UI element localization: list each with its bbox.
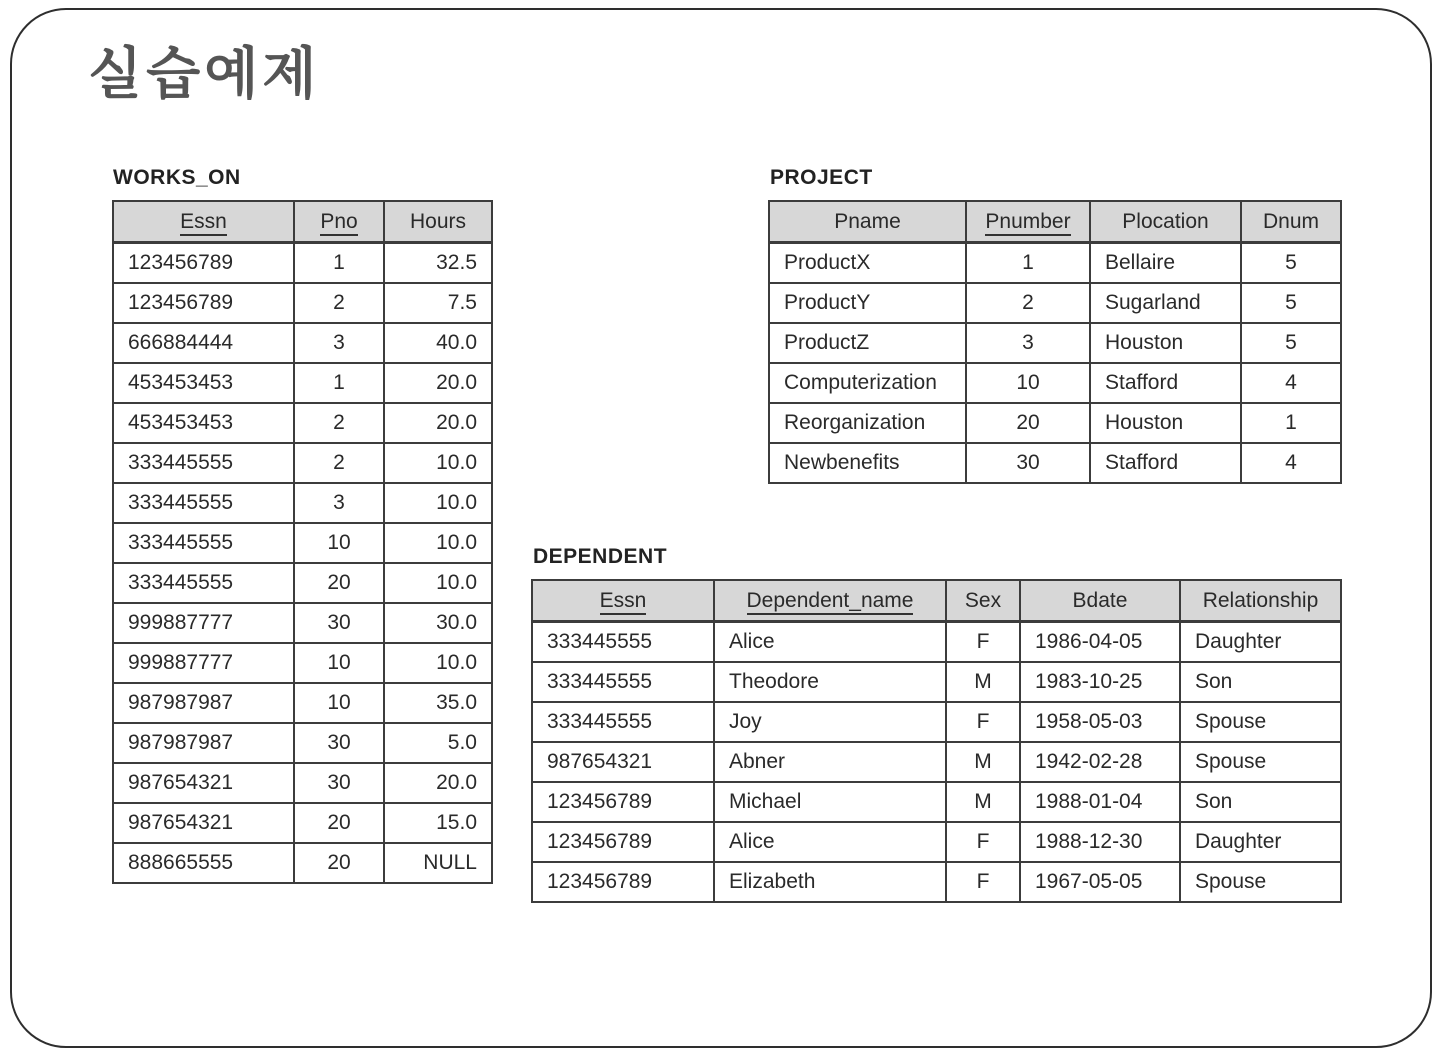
table-cell: 987654321: [113, 803, 294, 843]
table-row: [113, 323, 492, 363]
table-cell: 453453453: [113, 363, 294, 403]
table-cell: 5: [1241, 243, 1341, 284]
project-table: [768, 200, 1342, 484]
column-header: [966, 201, 1090, 243]
table-row: [532, 742, 1341, 782]
column-header-label: Pname: [834, 209, 901, 233]
table-cell: 333445555: [113, 443, 294, 483]
table-row: [113, 363, 492, 403]
table-cell: 1983-10-25: [1020, 662, 1180, 702]
table-cell: 1988-12-30: [1020, 822, 1180, 862]
table-cell: Sugarland: [1090, 283, 1241, 323]
table-cell: 333445555: [113, 523, 294, 563]
table-cell: 10.0: [384, 483, 492, 523]
column-header-label: Sex: [964, 588, 1002, 612]
table-cell: Newbenefits: [769, 443, 966, 483]
table-cell: 123456789: [113, 283, 294, 323]
table-cell: 5.0: [384, 723, 492, 763]
table-cell: 35.0: [384, 683, 492, 723]
table-cell: 999887777: [113, 603, 294, 643]
table-cell: Son: [1180, 782, 1341, 822]
table-cell: Bellaire: [1090, 243, 1241, 284]
column-header: [769, 201, 966, 243]
table-cell: ProductY: [769, 283, 966, 323]
table-cell: Houston: [1090, 323, 1241, 363]
column-header-label: Dependent_name: [747, 589, 914, 615]
table-cell: 10.0: [384, 643, 492, 683]
table-cell: Spouse: [1180, 742, 1341, 782]
table-cell: Theodore: [714, 662, 946, 702]
table-cell: F: [946, 822, 1020, 862]
table-row: [113, 843, 492, 883]
table-cell: 10: [294, 643, 384, 683]
table-cell: 4: [1241, 443, 1341, 483]
table-cell: 333445555: [532, 662, 714, 702]
table-row: [769, 403, 1341, 443]
table-header-row: [769, 201, 1341, 243]
column-header-label: Plocation: [1122, 209, 1209, 233]
table-row: [769, 283, 1341, 323]
table-cell: 333445555: [532, 622, 714, 663]
table-cell: 2: [294, 283, 384, 323]
table-cell: 1967-05-05: [1020, 862, 1180, 902]
table-cell: 30: [294, 763, 384, 803]
table-cell: 3: [294, 323, 384, 363]
column-header: [946, 580, 1020, 622]
table-cell: 32.5: [384, 243, 492, 284]
table-cell: Elizabeth: [714, 862, 946, 902]
table-cell: 1986-04-05: [1020, 622, 1180, 663]
column-header-label: Pnumber: [985, 210, 1070, 236]
table-cell: Stafford: [1090, 363, 1241, 403]
table-cell: 30: [966, 443, 1090, 483]
table-row: [769, 243, 1341, 284]
table-cell: NULL: [384, 843, 492, 883]
table-cell: 1: [294, 363, 384, 403]
table-cell: 30: [294, 603, 384, 643]
table-row: [113, 643, 492, 683]
table-header-row: [532, 580, 1341, 622]
table-cell: 30: [294, 723, 384, 763]
column-header-label: Hours: [409, 209, 467, 233]
dependent-table-label: DEPENDENT: [533, 545, 668, 568]
table-cell: 1958-05-03: [1020, 702, 1180, 742]
table-cell: 2: [294, 403, 384, 443]
table-cell: Reorganization: [769, 403, 966, 443]
table-cell: 123456789: [113, 243, 294, 284]
table-row: [113, 563, 492, 603]
column-header: [113, 201, 294, 243]
table-row: [113, 243, 492, 284]
table-row: [113, 803, 492, 843]
column-header: [1241, 201, 1341, 243]
table-cell: Daughter: [1180, 822, 1341, 862]
column-header-label: Pno: [320, 210, 357, 236]
table-cell: Abner: [714, 742, 946, 782]
table-cell: 333445555: [113, 483, 294, 523]
table-cell: 20: [294, 803, 384, 843]
table-row: [532, 662, 1341, 702]
table-cell: Computerization: [769, 363, 966, 403]
table-cell: 10: [294, 683, 384, 723]
table-cell: 20: [294, 843, 384, 883]
table-cell: M: [946, 662, 1020, 702]
table-row: [113, 523, 492, 563]
table-cell: 1: [966, 243, 1090, 284]
table-cell: 987987987: [113, 723, 294, 763]
table-header-row: [113, 201, 492, 243]
column-header: [1180, 580, 1341, 622]
table-row: [769, 363, 1341, 403]
table-row: [769, 443, 1341, 483]
table-cell: Michael: [714, 782, 946, 822]
table-cell: M: [946, 782, 1020, 822]
table-cell: Joy: [714, 702, 946, 742]
table-cell: 987654321: [532, 742, 714, 782]
column-header-label: Essn: [600, 589, 647, 615]
table-cell: 30.0: [384, 603, 492, 643]
table-row: [532, 782, 1341, 822]
table-cell: 333445555: [532, 702, 714, 742]
table-cell: 4: [1241, 363, 1341, 403]
table-cell: 987987987: [113, 683, 294, 723]
table-cell: 7.5: [384, 283, 492, 323]
table-cell: 1: [1241, 403, 1341, 443]
table-row: [532, 862, 1341, 902]
table-cell: 987654321: [113, 763, 294, 803]
table-cell: 40.0: [384, 323, 492, 363]
project-table-label: PROJECT: [770, 166, 873, 189]
table-cell: 10: [966, 363, 1090, 403]
column-header: [1020, 580, 1180, 622]
column-header-label: Relationship: [1202, 588, 1319, 612]
column-header-label: Dnum: [1262, 209, 1320, 233]
table-cell: Daughter: [1180, 622, 1341, 663]
works-on-table-label: WORKS_ON: [113, 166, 241, 189]
table-cell: ProductX: [769, 243, 966, 284]
table-row: [532, 822, 1341, 862]
table-cell: F: [946, 702, 1020, 742]
table-cell: 20: [294, 563, 384, 603]
table-cell: 888665555: [113, 843, 294, 883]
table-cell: F: [946, 622, 1020, 663]
table-cell: 5: [1241, 283, 1341, 323]
column-header: [532, 580, 714, 622]
table-cell: 1: [294, 243, 384, 284]
table-cell: Alice: [714, 822, 946, 862]
table-row: [532, 702, 1341, 742]
table-cell: 2: [966, 283, 1090, 323]
table-row: [113, 483, 492, 523]
table-cell: 3: [294, 483, 384, 523]
table-cell: F: [946, 862, 1020, 902]
table-row: [532, 622, 1341, 663]
column-header: [294, 201, 384, 243]
table-cell: 10.0: [384, 563, 492, 603]
works-on-table: [112, 200, 493, 884]
column-header-label: Bdate: [1072, 588, 1128, 612]
table-cell: Son: [1180, 662, 1341, 702]
table-cell: 2: [294, 443, 384, 483]
table-cell: M: [946, 742, 1020, 782]
table-cell: Stafford: [1090, 443, 1241, 483]
table-cell: Alice: [714, 622, 946, 663]
table-row: [113, 403, 492, 443]
table-cell: 999887777: [113, 643, 294, 683]
table-cell: 3: [966, 323, 1090, 363]
table-cell: 666884444: [113, 323, 294, 363]
column-header: [714, 580, 946, 622]
table-cell: 123456789: [532, 822, 714, 862]
table-cell: 123456789: [532, 782, 714, 822]
table-cell: 15.0: [384, 803, 492, 843]
table-cell: 20: [966, 403, 1090, 443]
table-row: [113, 723, 492, 763]
table-row: [113, 683, 492, 723]
table-cell: Spouse: [1180, 862, 1341, 902]
table-cell: 1942-02-28: [1020, 742, 1180, 782]
table-cell: Houston: [1090, 403, 1241, 443]
table-row: [769, 323, 1341, 363]
table-row: [113, 603, 492, 643]
table-cell: 5: [1241, 323, 1341, 363]
table-row: [113, 443, 492, 483]
slide-title: 실습예제: [88, 42, 321, 107]
table-cell: 10: [294, 523, 384, 563]
table-cell: 20.0: [384, 763, 492, 803]
column-header: [384, 201, 492, 243]
table-row: [113, 283, 492, 323]
table-cell: 20.0: [384, 403, 492, 443]
dependent-table: [531, 579, 1342, 903]
table-cell: 20.0: [384, 363, 492, 403]
table-row: [113, 763, 492, 803]
table-cell: ProductZ: [769, 323, 966, 363]
table-cell: 1988-01-04: [1020, 782, 1180, 822]
table-cell: 453453453: [113, 403, 294, 443]
table-cell: 123456789: [532, 862, 714, 902]
table-cell: 10.0: [384, 523, 492, 563]
column-header-label: Essn: [180, 210, 227, 236]
table-cell: 10.0: [384, 443, 492, 483]
table-cell: Spouse: [1180, 702, 1341, 742]
column-header: [1090, 201, 1241, 243]
table-cell: 333445555: [113, 563, 294, 603]
